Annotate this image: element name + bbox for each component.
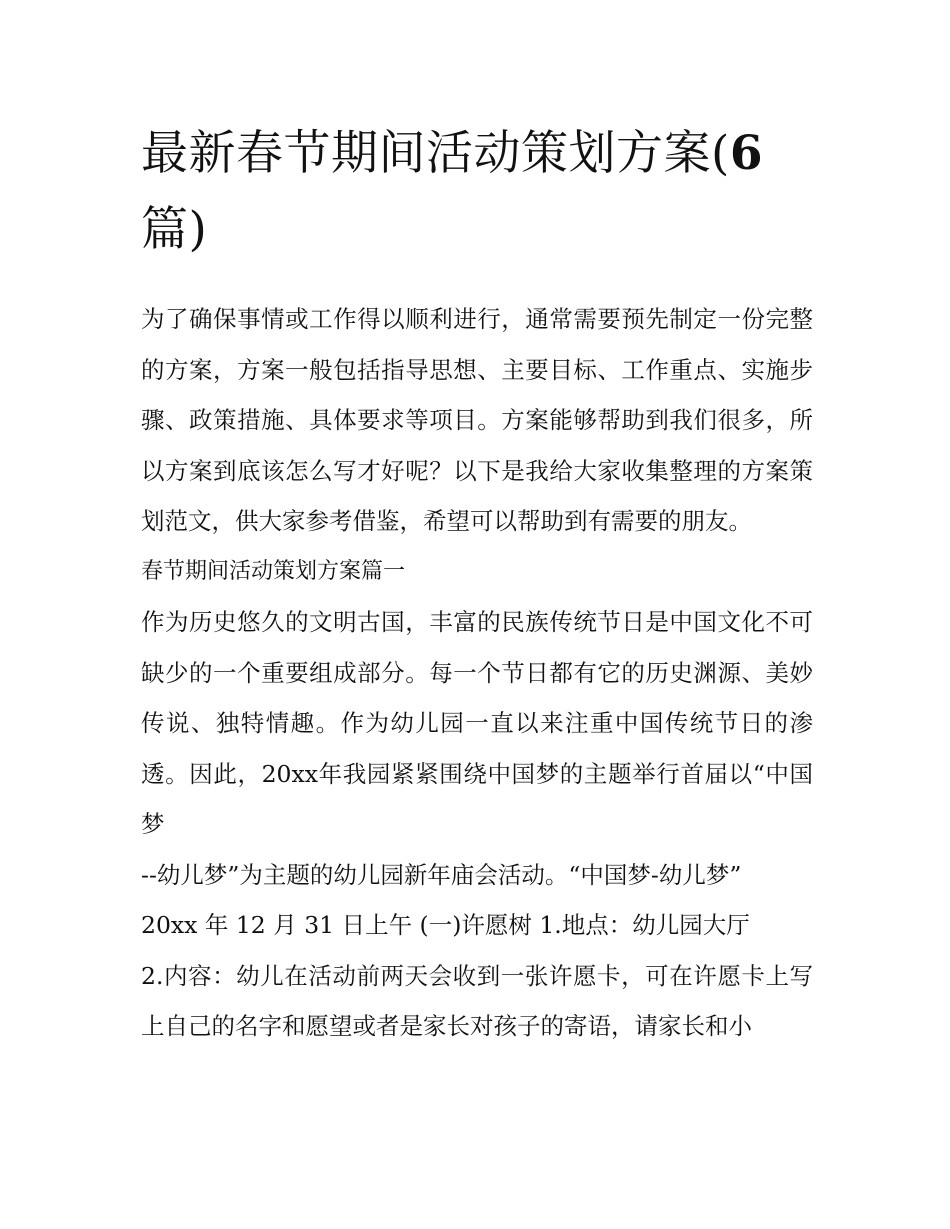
content-paragraph: 2.内容：幼儿在活动前两天会收到一张许愿卡，可在许愿卡上写上自己的名字和愿望或者是家长对孩子的寄语，请家长和小 [141, 961, 813, 1040]
title-text-end: 篇) [141, 202, 208, 257]
section-heading: 春节期间活动策划方案篇一 [141, 558, 406, 584]
intro-paragraph: 为了确保事情或工作得以顺利进行，通常需要预先制定一份完整的方案，方案一般包括指导思想、主要目标、工作重点、实施步骤、政策措施、具体要求等项目。方案能够帮助到我们很多，所以方案到底该怎么写才好呢？以下是我给大家收集整理的方案策划范文，供大家参考借鉴，希望可以帮助到有需要的朋友。 [141, 305, 813, 535]
title-number: 6 [729, 126, 764, 181]
theme-line: --幼儿梦”为主题的幼儿园新年庙会活动。“中国梦-幼儿梦” [141, 860, 742, 889]
date-location-line: 20xx 年 12 月 31 日上午 (一)许愿树 1.地点：幼儿园大厅 [141, 911, 750, 939]
section-paragraph: 作为历史悠久的文明古国，丰富的民族传统节日是中国文化不可缺少的一个重要组成部分。每一个节日都有它的历史渊源、美妙传说、独特情趣。作为幼儿园一直以来注重中国传统节日的渗透。因此，20xx年我园紧紧围绕中国梦的主题举行首届以“中国梦 [141, 608, 813, 838]
document-body [141, 116, 813, 1052]
document-title [141, 116, 813, 268]
title-text: 最新春节期间活动策划方案( [141, 126, 730, 181]
